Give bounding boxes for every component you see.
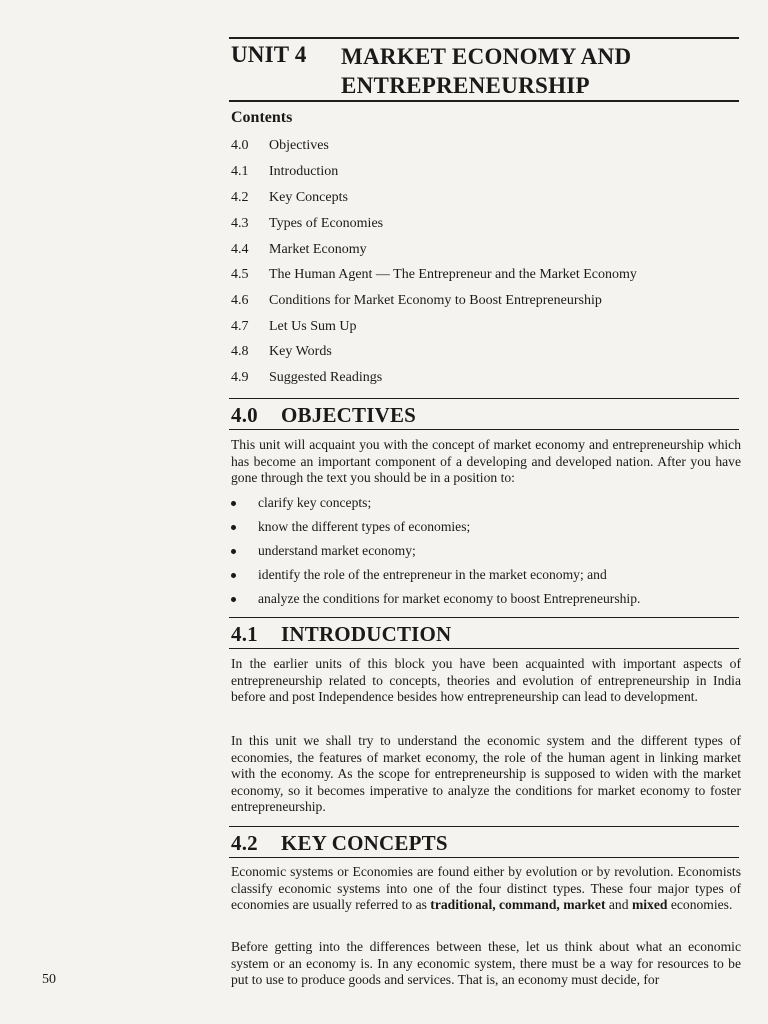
- list-item: [231, 589, 741, 609]
- section-number: 4.2: [231, 831, 258, 855]
- toc-item-number: 4.5: [231, 267, 249, 282]
- introduction-top-rule: [229, 617, 739, 618]
- toc-item-title: Key Concepts: [269, 190, 348, 205]
- toc-item-title: Market Economy: [269, 242, 367, 257]
- toc-item-title: Key Words: [269, 344, 332, 359]
- toc-item-number: 4.3: [231, 216, 249, 231]
- list-item-text: know the different types of economies;: [258, 519, 471, 534]
- toc-item-number: 4.4: [231, 242, 249, 257]
- paragraph-text: and: [605, 897, 632, 913]
- list-item-text: understand market economy;: [258, 543, 416, 558]
- bullet-icon: [231, 525, 236, 530]
- toc-item-number: 4.9: [231, 370, 249, 385]
- list-item-text: analyze the conditions for market economy to boost Entrepreneurship.: [258, 591, 641, 606]
- objectives-bottom-rule: [229, 429, 739, 430]
- introduction-paragraph-1: In the earlier units of this block you have been acquainted with important aspects of entrepreneurship related to concepts, theories and evolution of entrepreneurship in India before and post Independence besides how entrepreneurship can lead to development.: [231, 656, 741, 705]
- section-title: INTRODUCTION: [281, 622, 452, 646]
- list-item-text: clarify key concepts;: [258, 495, 372, 510]
- key-concepts-heading: [231, 831, 448, 856]
- bullet-icon: [231, 549, 236, 554]
- key-concepts-paragraph-1: [231, 864, 741, 914]
- contents-heading: Contents: [231, 109, 293, 126]
- toc-item-number: 4.0: [231, 138, 249, 153]
- section-number: 4.1: [231, 622, 258, 646]
- toc-item-title: Objectives: [269, 138, 329, 153]
- objectives-top-rule: [229, 398, 739, 399]
- toc-item-number: 4.1: [231, 164, 249, 179]
- toc-item-title: Introduction: [269, 164, 339, 179]
- list-item: [231, 493, 741, 513]
- key-concepts-top-rule: [229, 826, 739, 827]
- toc-item-title: Let Us Sum Up: [269, 319, 357, 334]
- list-item: [231, 565, 741, 585]
- header-top-rule: [229, 37, 739, 39]
- list-item: [231, 541, 741, 561]
- objectives-heading: [231, 403, 416, 428]
- section-title: KEY CONCEPTS: [281, 831, 448, 855]
- bullet-icon: [231, 501, 236, 506]
- list-item: [231, 517, 741, 537]
- key-concepts-bottom-rule: [229, 857, 739, 858]
- toc-item-title: Suggested Readings: [269, 370, 383, 385]
- toc-item-number: 4.8: [231, 344, 249, 359]
- paragraph-text: economies.: [667, 897, 733, 913]
- toc-item-number: 4.7: [231, 319, 249, 334]
- section-title: OBJECTIVES: [281, 403, 417, 427]
- toc-item-title: Types of Economies: [269, 216, 384, 231]
- paragraph-text: Economic systems or Economies are found either by evolution or by revolution. Economists classify economic systems into one of the four distinct types. These four major types of economies are usually referred to as: [231, 864, 741, 913]
- list-item-text: identify the role of the entrepreneur in the market economy; and: [258, 567, 607, 582]
- toc-item-number: 4.6: [231, 293, 249, 308]
- introduction-paragraph-2: In this unit we shall try to understand the economic system and the different types of economies, the features of market economy, the role of the human agent in linking market with the economy. As the scope for entrepreneurship is supposed to widen with the market economy, so it becomes imperative to analyze the conditions for market economy to foster entrepreneurship.: [231, 733, 741, 815]
- unit-title: [341, 42, 631, 100]
- toc-item-title: The Human Agent — The Entrepreneur and the Market Economy: [269, 267, 637, 282]
- objectives-intro: This unit will acquaint you with the concept of market economy and entrepreneurship which has become an important component of a developing and developed nation. After you have gone through the text you should be in a position to:: [231, 437, 741, 486]
- unit-label: UNIT 4: [231, 42, 307, 67]
- section-number: 4.0: [231, 403, 258, 427]
- bullet-icon: [231, 573, 236, 578]
- unit-title-line-1: MARKET ECONOMY AND: [341, 44, 632, 69]
- page-number: 50: [42, 972, 56, 987]
- header-bottom-rule: [229, 100, 739, 102]
- toc-item-title: Conditions for Market Economy to Boost Entrepreneurship: [269, 293, 602, 308]
- mixed-bold-text: mixed: [631, 897, 668, 913]
- toc-item-number: 4.2: [231, 190, 249, 205]
- key-concepts-paragraph-2: Before getting into the differences between these, let us think about what an economic system or an economy is. In any economic system, there must be a way for resources to be put to use to produce goods and services. That is, an economy must decide, for: [231, 939, 741, 988]
- unit-title-line-2: ENTREPRENEURSHIP: [341, 73, 590, 98]
- bullet-icon: [231, 597, 236, 602]
- introduction-bottom-rule: [229, 648, 739, 649]
- introduction-heading: [231, 622, 451, 647]
- economy-types-bold-text: traditional, command, market: [430, 897, 606, 913]
